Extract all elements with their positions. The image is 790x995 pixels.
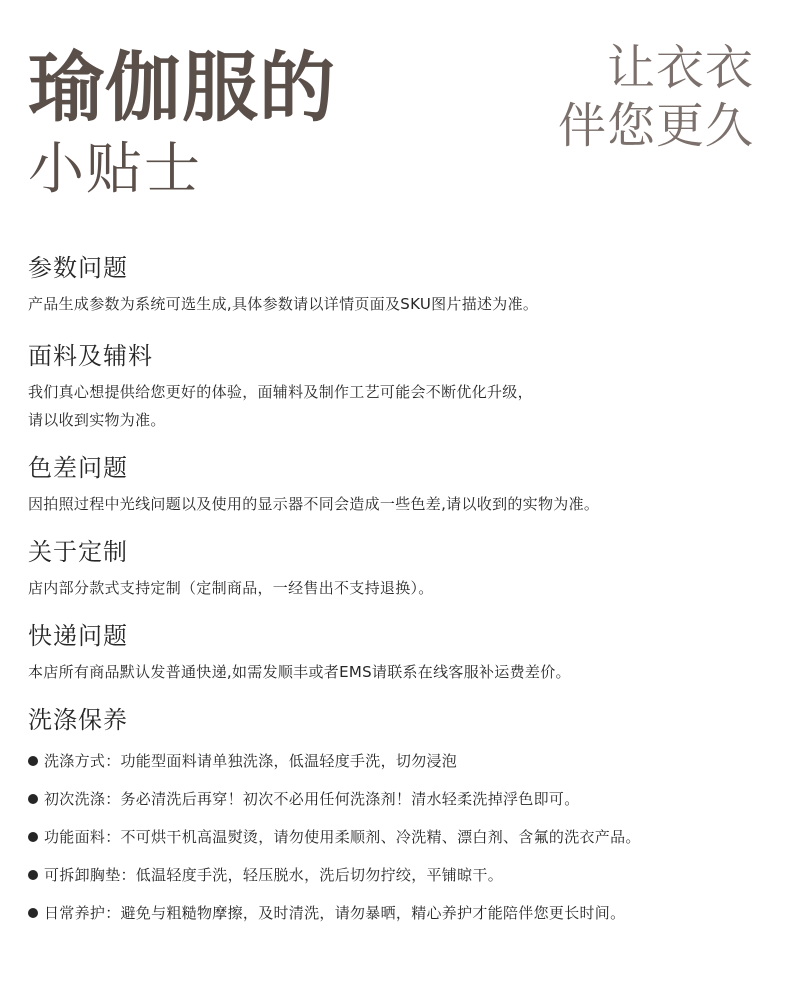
section-body: 因拍照过程中光线问题以及使用的显示器不同会造成一些色差,请以收到的实物为准。 — [28, 495, 600, 513]
section-heading: 关于定制 — [28, 538, 128, 566]
header — [0, 0, 790, 230]
section-body-line-2: 请以收到实物为准。 — [28, 411, 166, 429]
tips-content — [28, 252, 768, 932]
list-item — [28, 742, 768, 780]
bullet-icon — [28, 832, 38, 842]
page-title: 瑜伽服的 — [28, 43, 336, 132]
slogan-line-1: 让衣衣 — [606, 40, 754, 96]
section-body — [28, 378, 768, 434]
bullet-icon — [28, 756, 38, 766]
list-item — [28, 894, 768, 932]
care-item-text: 日常养护：避免与粗糙物摩擦，及时清洗，请勿暴晒，精心养护才能陪伴您更长时间。 — [44, 904, 626, 922]
care-item-text: 洗涤方式：功能型面料请单独洗涤，低温轻度手洗，切勿浸泡 — [44, 752, 458, 770]
care-item-text: 功能面料：不可烘干机高温熨烫，请勿使用柔顺剂、冷洗精、漂白剂、含氟的洗衣产品。 — [44, 828, 641, 846]
section-body: 店内部分款式支持定制（定制商品，一经售出不支持退换）。 — [28, 579, 434, 597]
section-customization — [28, 536, 768, 602]
section-delivery — [28, 620, 768, 686]
care-item-text: 初次洗涤：务必清洗后再穿！初次不必用任何洗涤剂！清水轻柔洗掉浮色即可。 — [44, 790, 580, 808]
care-list — [28, 742, 768, 932]
bullet-icon — [28, 870, 38, 880]
section-color-difference — [28, 452, 768, 518]
section-body: 本店所有商品默认发普通快递,如需发顺丰或者EMS请联系在线客服补运费差价。 — [28, 663, 571, 681]
section-heading: 色差问题 — [28, 454, 128, 482]
care-item-text: 可拆卸胸垫：低温轻度手洗，轻压脱水，洗后切勿拧绞，平铺晾干。 — [44, 866, 504, 884]
section-body: 产品生成参数为系统可选生成,具体参数请以详情页面及SKU图片描述为准。 — [28, 295, 539, 313]
slogan-line-2: 伴您更久 — [557, 98, 754, 154]
section-parameters — [28, 252, 768, 318]
section-care — [28, 704, 768, 932]
section-heading: 参数问题 — [28, 254, 128, 282]
list-item — [28, 856, 768, 894]
section-materials — [28, 340, 768, 434]
section-heading: 面料及辅料 — [28, 342, 153, 370]
list-item — [28, 780, 768, 818]
section-body-line-1: 我们真心想提供给您更好的体验，面辅料及制作工艺可能会不断优化升级， — [28, 383, 533, 401]
list-item — [28, 818, 768, 856]
page-subtitle: 小贴士 — [28, 137, 202, 202]
bullet-icon — [28, 794, 38, 804]
section-heading: 快递问题 — [28, 622, 128, 650]
bullet-icon — [28, 908, 38, 918]
section-heading: 洗涤保养 — [28, 706, 128, 734]
